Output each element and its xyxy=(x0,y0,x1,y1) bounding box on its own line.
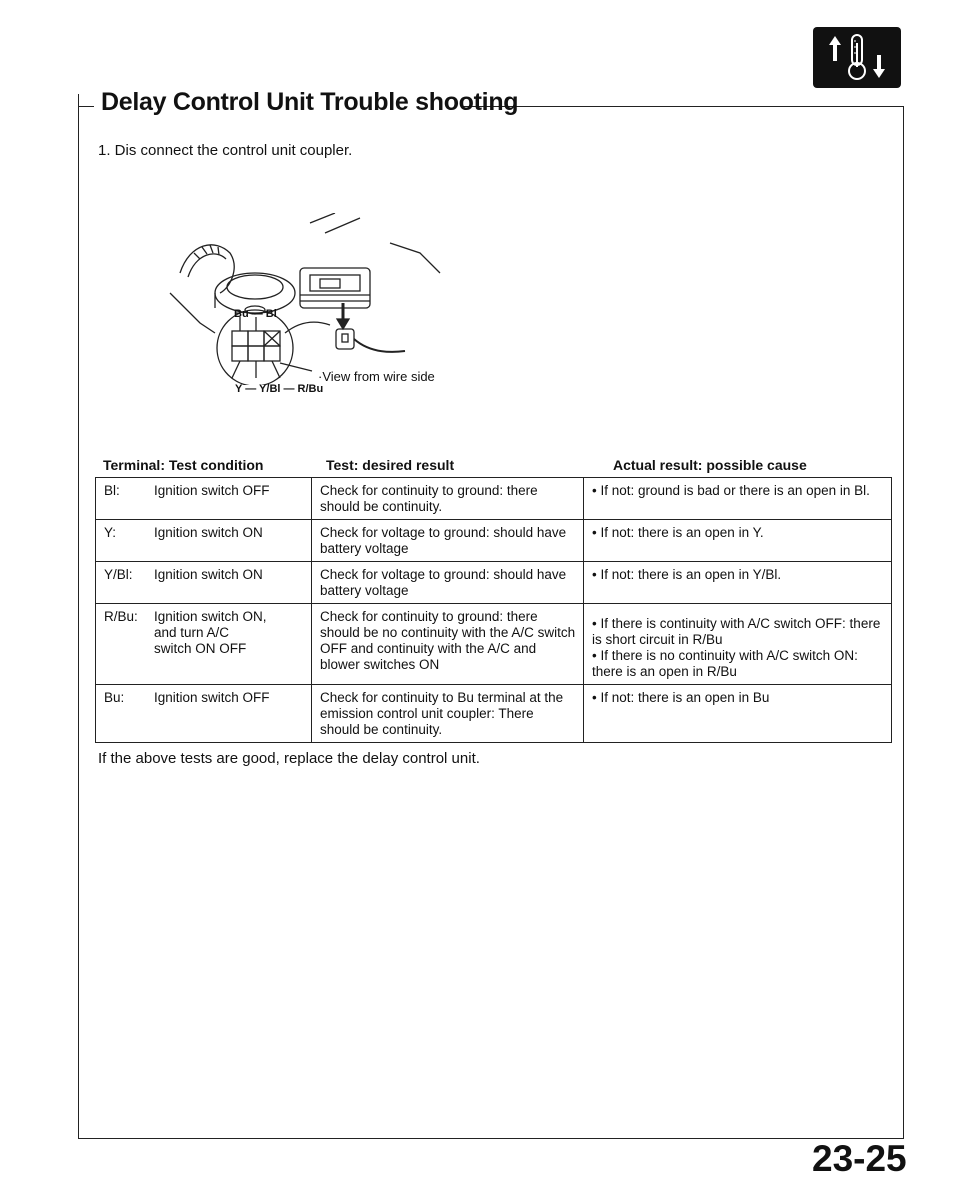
step-1-text: 1. Dis connect the control unit coupler. xyxy=(98,142,353,159)
page-number: 23-25 xyxy=(812,1138,907,1179)
figure-label-top: Bu — Bl xyxy=(234,308,277,320)
test-cell: Check for voltage to ground: should have battery voltage xyxy=(312,562,584,604)
terminal-cell xyxy=(96,604,312,685)
result-cell: • If not: there is an open in Y/Bl. xyxy=(584,562,892,604)
terminal-code: Y/Bl: xyxy=(104,567,133,582)
test-condition: Ignition switch ON, and turn A/C switch ON OFF xyxy=(154,609,267,656)
terminal-cell xyxy=(96,685,312,743)
terminal-cell xyxy=(96,520,312,562)
test-cell: Check for continuity to Bu terminal at the emission control unit coupler: There should be continuity. xyxy=(312,685,584,743)
column-header-terminal: Terminal: Test condition xyxy=(103,457,264,473)
table-row xyxy=(96,520,892,562)
result-cell: • If there is continuity with A/C switch OFF: there is short circuit in R/Bu • If there is no continuity with A/C switch ON: there is an open in R/Bu xyxy=(584,604,892,685)
result-cell: • If not: there is an open in Bu xyxy=(584,685,892,743)
table-row xyxy=(96,604,892,685)
closing-note: If the above tests are good, replace the delay control unit. xyxy=(98,750,480,767)
page-title: Delay Control Unit Trouble shooting xyxy=(101,88,519,116)
thermometer-with-up-down-arrows-icon xyxy=(813,27,901,88)
terminal-code: Y: xyxy=(104,525,117,540)
terminal-code: R/Bu: xyxy=(104,609,138,624)
table-row xyxy=(96,685,892,743)
test-cell: Check for continuity to ground: there should be continuity. xyxy=(312,478,584,520)
terminal-code: Bu: xyxy=(104,690,125,705)
figure-label-view: ·View from wire side xyxy=(318,369,435,384)
test-condition: Ignition switch OFF xyxy=(154,690,270,705)
test-condition: Ignition switch ON xyxy=(154,525,263,540)
test-condition: Ignition switch ON xyxy=(154,567,263,582)
section-badge xyxy=(813,27,901,88)
result-cell: • If not: there is an open in Y. xyxy=(584,520,892,562)
connector-illustration xyxy=(160,213,450,385)
test-condition: Ignition switch OFF xyxy=(154,483,270,498)
terminal-cell xyxy=(96,478,312,520)
test-cell: Check for voltage to ground: should have battery voltage xyxy=(312,520,584,562)
result-cell: • If not: ground is bad or there is an open in Bl. xyxy=(584,478,892,520)
terminal-cell xyxy=(96,562,312,604)
figure-label-bottom: Y — Y/Bl — R/Bu xyxy=(235,383,324,395)
test-table xyxy=(95,477,892,743)
column-header-test: Test: desired result xyxy=(326,457,455,473)
table-row xyxy=(96,562,892,604)
table-row xyxy=(96,478,892,520)
terminal-code: Bl: xyxy=(104,483,120,498)
test-cell: Check for continuity to ground: there should be no continuity with the A/C switch OFF and continuity with the A/C and blower switches ON xyxy=(312,604,584,685)
column-header-result: Actual result: possible cause xyxy=(613,457,807,473)
